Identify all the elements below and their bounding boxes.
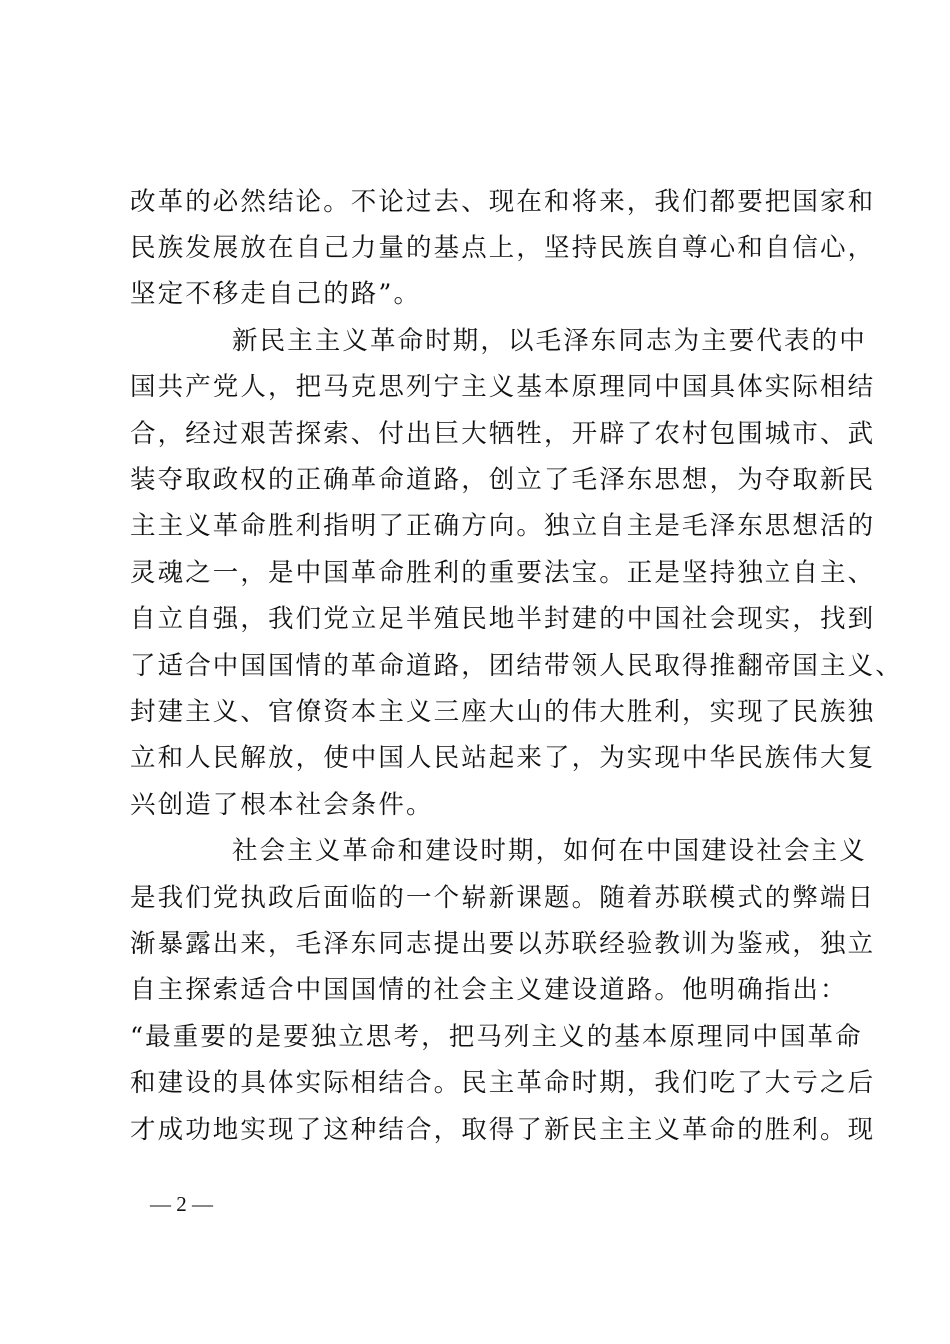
text-line: 自主探索适合中国国情的社会主义建设道路。他明确指出： <box>130 975 848 1005</box>
paragraph-first-line: 新民主主义革命时期，以毛泽东同志为主要代表的中 <box>232 326 867 356</box>
page-number: — 2 — <box>150 1192 213 1216</box>
text-line: 渐暴露出来，毛泽东同志提出要以苏联经验教训为鉴戒，独立 <box>130 929 876 959</box>
text-line: 装夺取政权的正确革命道路，创立了毛泽东思想，为夺取新民 <box>130 465 876 495</box>
text-line: 灵魂之一，是中国革命胜利的重要法宝。正是坚持独立自主、 <box>130 558 876 588</box>
text-line: 坚定不移走自己的路”。 <box>130 279 422 309</box>
text-line: 自立自强，我们党立足半殖民地半封建的中国社会现实，找到 <box>130 604 876 634</box>
text-line: 合，经过艰苦探索、付出巨大牺牲，开辟了农村包围城市、武 <box>130 419 876 449</box>
text-line: 主主义革命胜利指明了正确方向。独立自主是毛泽东思想活的 <box>130 511 876 541</box>
text-line: 立和人民解放，使中国人民站起来了，为实现中华民族伟大复 <box>130 743 876 773</box>
text-line: 了适合中国国情的革命道路，团结带领人民取得推翻帝国主义、 <box>130 651 903 681</box>
text-line: 国共产党人，把马克思列宁主义基本原理同中国具体实际相结 <box>130 372 876 402</box>
text-line: 封建主义、官僚资本主义三座大山的伟大胜利，实现了民族独 <box>130 697 876 727</box>
text-line: 改革的必然结论。不论过去、现在和将来，我们都要把国家和 <box>130 187 876 217</box>
text-line: 是我们党执政后面临的一个崭新课题。随着苏联模式的弊端日 <box>130 883 876 913</box>
text-line: “最重要的是要独立思考，把马列主义的基本原理同中国革命 <box>130 1022 863 1052</box>
text-line: 兴创造了根本社会条件。 <box>130 790 434 820</box>
text-line: 和建设的具体实际相结合。民主革命时期，我们吃了大亏之后 <box>130 1068 876 1098</box>
text-line: 民族发展放在自己力量的基点上，坚持民族自尊心和自信心， <box>130 233 876 263</box>
text-line: 才成功地实现了这种结合，取得了新民主主义革命的胜利。现 <box>130 1115 876 1145</box>
paragraph-first-line: 社会主义革命和建设时期，如何在中国建设社会主义 <box>232 836 867 866</box>
